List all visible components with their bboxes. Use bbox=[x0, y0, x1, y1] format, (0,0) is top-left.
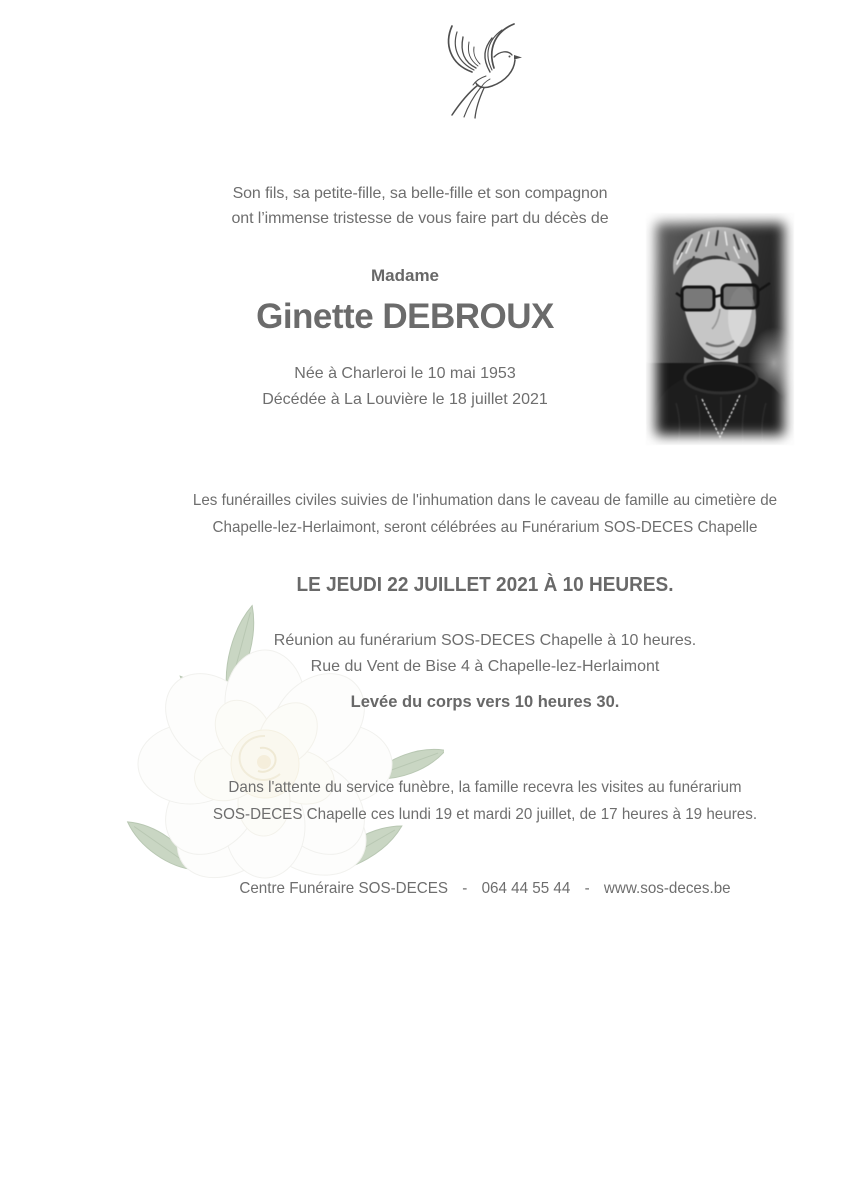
body-removal-line: Levée du corps vers 10 heures 30. bbox=[350, 693, 620, 711]
meeting-line-1: Réunion au funérarium SOS-DECES Chapelle à 10 heures. bbox=[273, 632, 697, 649]
meeting-details bbox=[122, 628, 848, 680]
visits-line-1: Dans l'attente du service funèbre, la famille recevra les visites au funérarium bbox=[228, 779, 742, 796]
birth-line: Née à Charleroi le 10 mai 1953 bbox=[294, 365, 516, 382]
footer-separator: - bbox=[462, 880, 468, 897]
funeral-notice-line-1: Les funérailles civiles suivies de l'inhumation dans le caveau de famille au cimetière de bbox=[192, 492, 778, 509]
announcement-line-2: ont l’immense tristesse de vous faire part du décès de bbox=[231, 210, 609, 227]
footer-company: Centre Funéraire SOS-DECES bbox=[239, 880, 449, 897]
footer-separator: - bbox=[584, 880, 590, 897]
announcement-line-1: Son fils, sa petite-fille, sa belle-fille et son compagnon bbox=[232, 185, 608, 202]
funeral-notice-line-2: Chapelle-lez-Herlaimont, seront célébrées au Funérarium SOS-DECES Chapelle bbox=[212, 519, 758, 536]
dove-icon bbox=[437, 22, 529, 122]
footer-phone: 064 44 55 44 bbox=[481, 880, 571, 897]
visits-line-2: SOS-DECES Chapelle ces lundi 19 et mardi 20 juillet, de 17 heures à 19 heures. bbox=[212, 806, 758, 823]
honorific-title: Madame bbox=[370, 266, 440, 285]
deceased-name: Ginette DEBROUX bbox=[256, 297, 554, 336]
footer-contact-line bbox=[140, 880, 830, 898]
funeral-notice bbox=[140, 487, 830, 541]
vital-dates bbox=[80, 361, 730, 413]
announcement-text bbox=[95, 181, 745, 231]
death-line: Décédée à La Louvière le 18 juillet 2021 bbox=[262, 391, 548, 408]
visiting-hours bbox=[140, 774, 830, 828]
meeting-line-2: Rue du Vent de Bise 4 à Chapelle-lez-Herlaimont bbox=[310, 658, 660, 675]
footer-website: www.sos-deces.be bbox=[603, 880, 731, 897]
ceremony-datetime-heading: LE JEUDI 22 JUILLET 2021 À 10 HEURES. bbox=[296, 574, 674, 596]
